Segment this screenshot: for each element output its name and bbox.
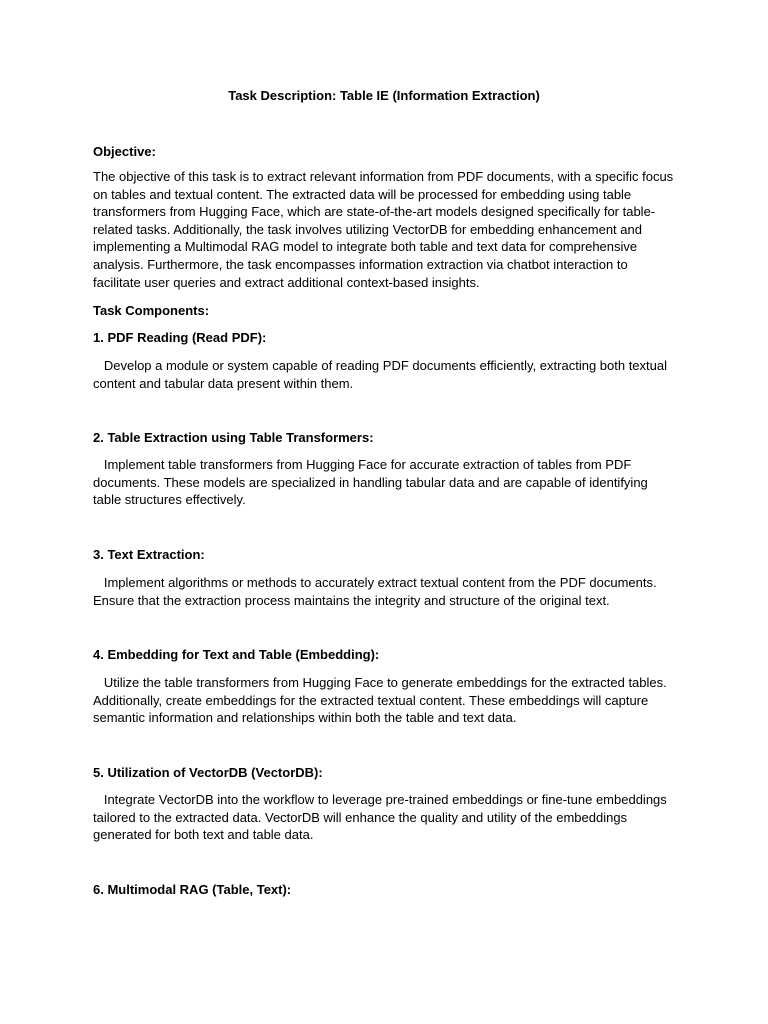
section-line: Implement algorithms or methods to accurately extract textual content from the PDF documents.	[103, 575, 657, 590]
section-line: generated for both text and table data.	[93, 827, 314, 843]
section-heading-multimodal-rag: 6. Multimodal RAG (Table, Text):	[93, 882, 292, 897]
section-heading-table-extraction: 2. Table Extraction using Table Transformers:	[93, 430, 374, 445]
section-heading-pdf-reading: 1. PDF Reading (Read PDF):	[93, 330, 267, 345]
section-body-text-extraction	[93, 574, 685, 609]
components-heading: Task Components:	[93, 303, 210, 318]
section-line: tailored to the extracted data. VectorDB will enhance the quality and utility of the embeddings	[93, 809, 628, 825]
section-line: table structures effectively.	[93, 492, 246, 508]
objective-paragraph	[93, 168, 685, 291]
section-line: content and tabular data present within them.	[93, 375, 354, 391]
objective-line: transformers from Hugging Face, which are state-of-the-art models designed specifically for table-	[93, 204, 656, 220]
objective-line: analysis. Furthermore, the task encompasses information extraction via chatbot interaction to	[93, 256, 628, 272]
section-line: Ensure that the extraction process maintains the integrity and structure of the original text.	[93, 592, 610, 608]
section-body-table-extraction	[93, 456, 685, 509]
section-body-embedding	[93, 674, 685, 727]
section-line: documents. These models are specialized in handling tabular data and are capable of identifying	[93, 474, 648, 490]
section-body-vectordb	[93, 791, 685, 844]
objective-line: on tables and textual content. The extracted data will be processed for embedding using table	[93, 186, 632, 202]
objective-line: The objective of this task is to extract relevant information from PDF documents, with a specific focus	[93, 169, 674, 184]
document-title: Task Description: Table IE (Information Extraction)	[228, 88, 540, 103]
section-heading-vectordb: 5. Utilization of VectorDB (VectorDB):	[93, 765, 323, 780]
objective-line: related tasks. Additionally, the task involves utilizing VectorDB for embedding enhancement and	[93, 221, 642, 237]
section-line: Integrate VectorDB into the workflow to leverage pre-trained embeddings or fine-tune embeddings	[103, 792, 667, 807]
objective-line: facilitate user queries and extract additional context-based insights.	[93, 274, 480, 290]
section-line: semantic information and relationships within both the table and text data.	[93, 710, 517, 726]
objective-heading: Objective:	[93, 144, 156, 159]
section-line: Develop a module or system capable of reading PDF documents efficiently, extracting both textual	[103, 358, 667, 373]
objective-line: implementing a Multimodal RAG model to integrate both table and text data for comprehensive	[93, 239, 638, 255]
section-line: Additionally, create embeddings for the extracted textual content. These embeddings will capture	[93, 692, 649, 708]
section-line: Utilize the table transformers from Hugging Face to generate embeddings for the extracted tables.	[103, 675, 667, 690]
section-body-pdf-reading	[93, 357, 685, 392]
section-heading-text-extraction: 3. Text Extraction:	[93, 547, 205, 562]
section-line: Implement table transformers from Hugging Face for accurate extraction of tables from PDF	[103, 457, 632, 472]
section-heading-embedding: 4. Embedding for Text and Table (Embedding):	[93, 647, 380, 662]
